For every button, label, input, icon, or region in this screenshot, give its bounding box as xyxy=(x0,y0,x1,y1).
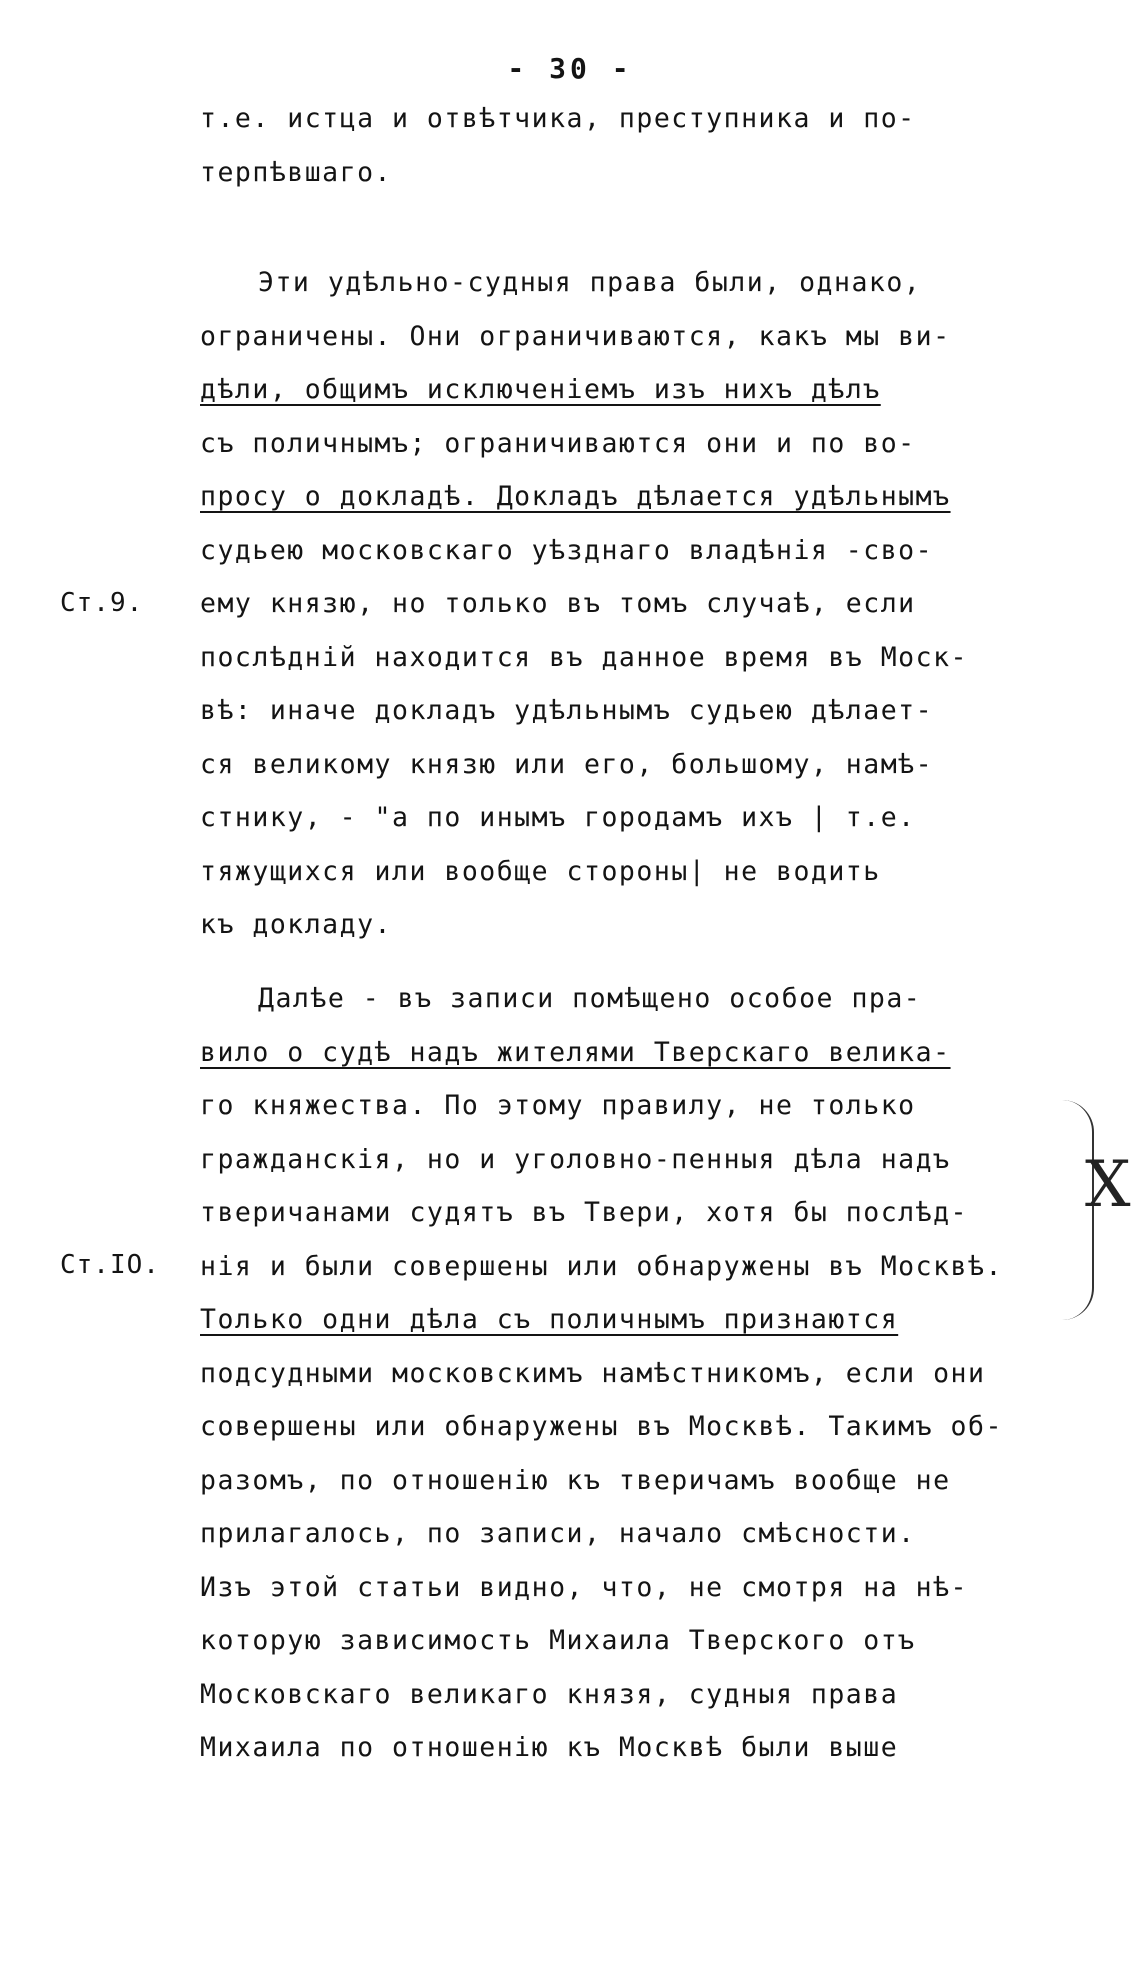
margin-note-article-10: Ст.IO. xyxy=(60,1250,160,1280)
text-line: ограничены. Они ограничиваются, какъ мы ви- xyxy=(200,320,951,352)
text-line: гражданскія, но и уголовно-пенныя дѣла надъ xyxy=(200,1143,951,1175)
text-line: разомъ, по отношенію къ тверичамъ вообще не xyxy=(200,1464,951,1496)
paragraph-inherited-court-rights xyxy=(200,256,1100,952)
text-line: подсудными московскимъ намѣстникомъ, если они xyxy=(200,1357,986,1389)
text-line: ся великому князю или его, большому, намѣ- xyxy=(200,748,934,780)
paragraph-continuation xyxy=(200,92,1100,199)
text-line: т.е. истца и отвѣтчика, преступника и по- xyxy=(200,103,916,134)
text-line: Только одни дѣла съ поличнымъ признаются xyxy=(200,1304,899,1335)
text-line: прилагалось, по записи, начало смѣсности. xyxy=(200,1518,916,1549)
text-line: совершены или обнаружены въ Москвѣ. Такимъ об- xyxy=(200,1411,1003,1442)
text-line: Эти удѣльно-судныя права были, однако, xyxy=(258,267,922,298)
text-line: вѣ: иначе докладъ удѣльнымъ судьею дѣлает- xyxy=(200,695,934,726)
page-number: - 30 - xyxy=(507,52,633,85)
text-line: Изъ этой статьи видно, что, не смотря на нѣ- xyxy=(200,1571,968,1603)
text-line: къ докладу. xyxy=(200,909,392,940)
text-line: Московскаго великаго князя, судныя права xyxy=(200,1678,899,1710)
paragraph-tver-rule xyxy=(200,972,1100,1775)
text-line: ему князю, но только въ томъ случаѣ, если xyxy=(200,588,916,619)
text-line: стнику, - "а по инымъ городамъ ихъ | т.е. xyxy=(200,802,916,833)
text-line: просу о докладѣ. Докладъ дѣлается удѣльнымъ xyxy=(200,481,951,512)
text-line: вило о судѣ надъ жителями Тверскаго велика- xyxy=(200,1036,951,1068)
text-line: тяжущихся или вообще стороны| не водить xyxy=(200,855,881,887)
text-line: нія и были совершены или обнаружены въ Москвѣ. xyxy=(200,1250,1003,1282)
text-line: судьею московскаго уѣзднаго владѣнія -сво- xyxy=(200,534,934,566)
text-line: Михаила по отношенію къ Москвѣ были выше xyxy=(200,1732,899,1763)
text-line: го княжества. По этому правилу, не только xyxy=(200,1090,916,1121)
handwritten-cross-mark: X xyxy=(1085,1148,1131,1222)
text-line: тверичанами судятъ въ Твери, хотя бы послѣд- xyxy=(200,1197,968,1228)
margin-note-article-9: Ст.9. xyxy=(60,588,144,618)
text-line: которую зависимость Михаила Тверского отъ xyxy=(200,1625,916,1656)
text-line: послѣдній находится въ данное время въ Моск- xyxy=(200,641,968,673)
text-line: съ поличнымъ; ограничиваются они и по во- xyxy=(200,427,916,459)
text-line: дѣли, общимъ исключеніемъ изъ нихъ дѣлъ xyxy=(200,374,881,405)
text-line: терпѣвшаго. xyxy=(200,156,392,188)
text-line: Далѣе - въ записи помѣщено особое пра- xyxy=(258,983,922,1014)
